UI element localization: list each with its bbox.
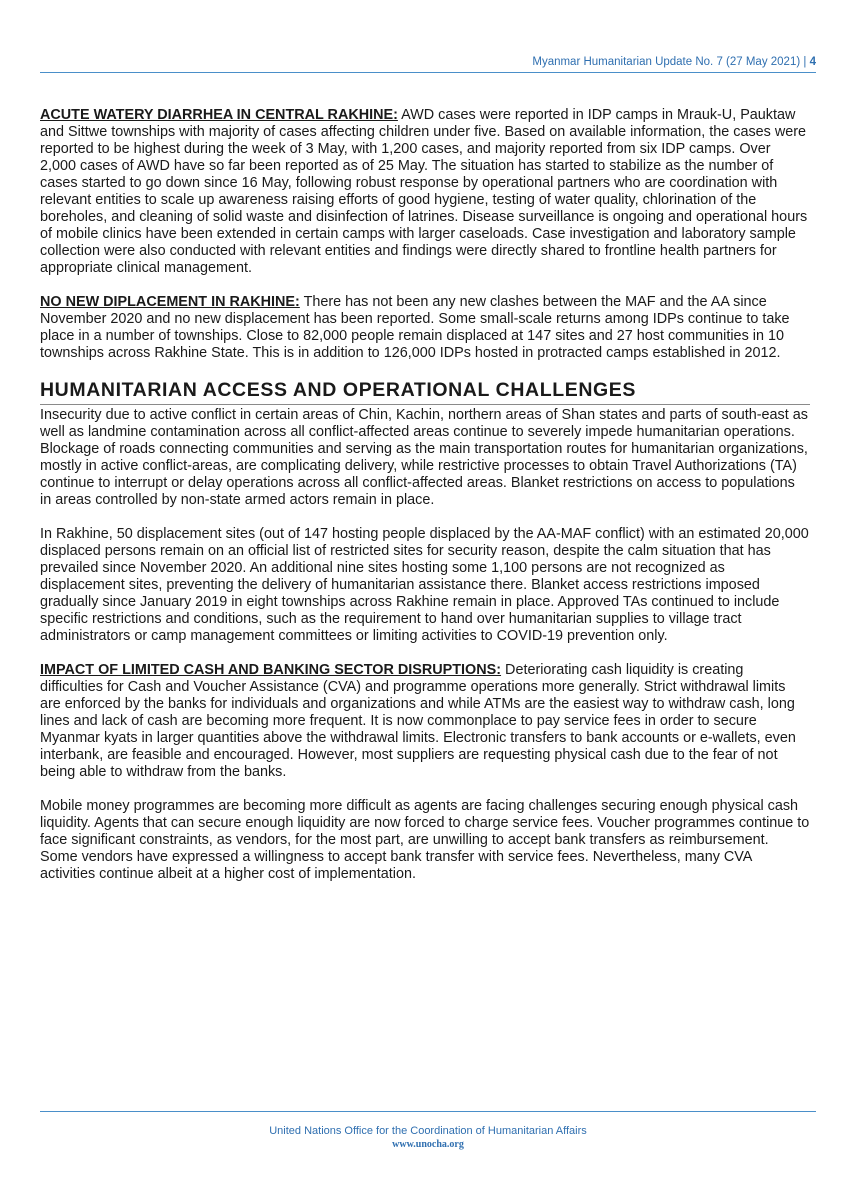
footer-website-link[interactable]: www.unocha.org [392,1139,464,1150]
mobile-money-paragraph: Mobile money programmes are becoming more difficult as agents are facing challenges securing enough physical cash liquidity. Agents that can secure enough liquidity are now forced to charge service fees. Voucher programmes continue to face significant constraints, as vendors, for the most part, are unwilling to accept bank transfers as reimbursement. Some vendors have expressed a willingness to accept bank transfer with service fees. Nevertheless, many CVA activities continue albeit at a higher cost of implementation. [40,798,810,882]
displacement-heading: NO NEW DIPLACEMENT IN RAKHINE: [40,294,300,310]
awd-paragraph [40,107,810,277]
cash-heading: IMPACT OF LIMITED CASH AND BANKING SECTOR DISRUPTIONS: [40,662,502,678]
footer-organization: United Nations Office for the Coordination of Humanitarian Affairs [269,1125,587,1137]
cash-paragraph [40,662,810,781]
cash-text: Deteriorating cash liquidity is creating difficulties for Cash and Voucher Assistance (CVA) and programme operations more generally. Strict withdrawal limits are enforced by the banks for individuals and organizations and while ATMs are the easiest way to withdraw cash, long lines and lack of cash are becoming more frequent. It is now commonplace to pay service fees in order to secure Myanmar kyats in larger quantities above the withdrawal limits. Electronic transfers to bank accounts or e-wallets, even interbank, are feasible and encouraged. However, most suppliers are requesting physical cash due to the fear of not being able to withdraw from the banks. [40,662,796,780]
access-paragraph-1: Insecurity due to active conflict in certain areas of Chin, Kachin, northern areas of Shan states and parts of south-east as well as landmine contamination across all conflict-affected areas continue to severely impede humanitarian operations. Blockage of roads connecting communities and serving as the main transportation routes for humanitarian organizations, mostly in active conflict-areas, are complicating delivery, while restrictive processes to obtain Travel Authorizations (TA) continue to interrupt or delay operations across all conflict-affected areas. Blanket restrictions on access to populations in areas controlled by non-state armed actors remain in place. [40,407,808,508]
displacement-text: There has not been any new clashes between the MAF and the AA since November 2020 and no new displacement has been reported. Some small-scale returns among IDPs continue to take place in a number of townships. Close to 82,000 people remain displaced at 147 sites and 27 host communities in 10 townships across Rakhine State. This is in addition to 126,000 IDPs hosted in protracted camps established in 2012. [40,294,790,361]
header-separator: | [803,56,807,68]
access-paragraph-2: In Rakhine, 50 displacement sites (out of 147 hosting people displaced by the AA-MAF conflict) with an estimated 20,000 displaced persons remain on an official list of restricted sites for security reason, despite the calm situation that has prevailed since November 2020. An additional nine sites hosting some 1,100 persons are not recognized as displacement sites, preventing the delivery of humanitarian assistance there. Blanket access restrictions imposed gradually since January 2019 in eight townships across Rakhine remain in place. Approved TAs continued to include specific restrictions and conditions, such as the requirement to hand over humanitarian supplies to village tract administrators or camp management committees or limiting activities to COVID-19 prevention only. [40,526,809,644]
page-content [40,107,810,900]
displacement-paragraph [40,294,810,362]
awd-text: AWD cases were reported in IDP camps in Mrauk-U, Pauktaw and Sittwe townships with majority of cases affecting children under five. Based on available information, the cases were reported to be highest during the week of 3 May, with 1,200 cases, and majority reported from six IDP camps. Over 2,000 cases of AWD have so far been reported as of 25 May. The situation has started to stabilize as the number of cases started to go down since 16 May, following robust response by operational partners who are coordination with relevant entities to scale up awareness raising efforts of good hygiene, testing of water quality, chlorination of the boreholes, and cleaning of solid waste and disinfection of latrines. Disease surveillance is ongoing and operational hours of mobile clinics have been extended in certain camps with larger caseloads. Case investigation and laboratory sample collection were also conducted with relevant entities and findings were directly shared to frontline health partners for appropriate clinical management. [40,107,808,276]
page-footer [40,1124,816,1152]
page-number: 4 [809,56,816,68]
awd-heading: ACUTE WATERY DIARRHEA IN CENTRAL RAKHINE: [40,107,398,123]
footer-divider [40,1111,816,1112]
document-title: Myanmar Humanitarian Update No. 7 (27 May 2021) [532,56,801,68]
section-title: HUMANITARIAN ACCESS AND OPERATIONAL CHALLENGES [40,379,810,405]
page-header [40,56,816,73]
section-body [40,407,810,883]
